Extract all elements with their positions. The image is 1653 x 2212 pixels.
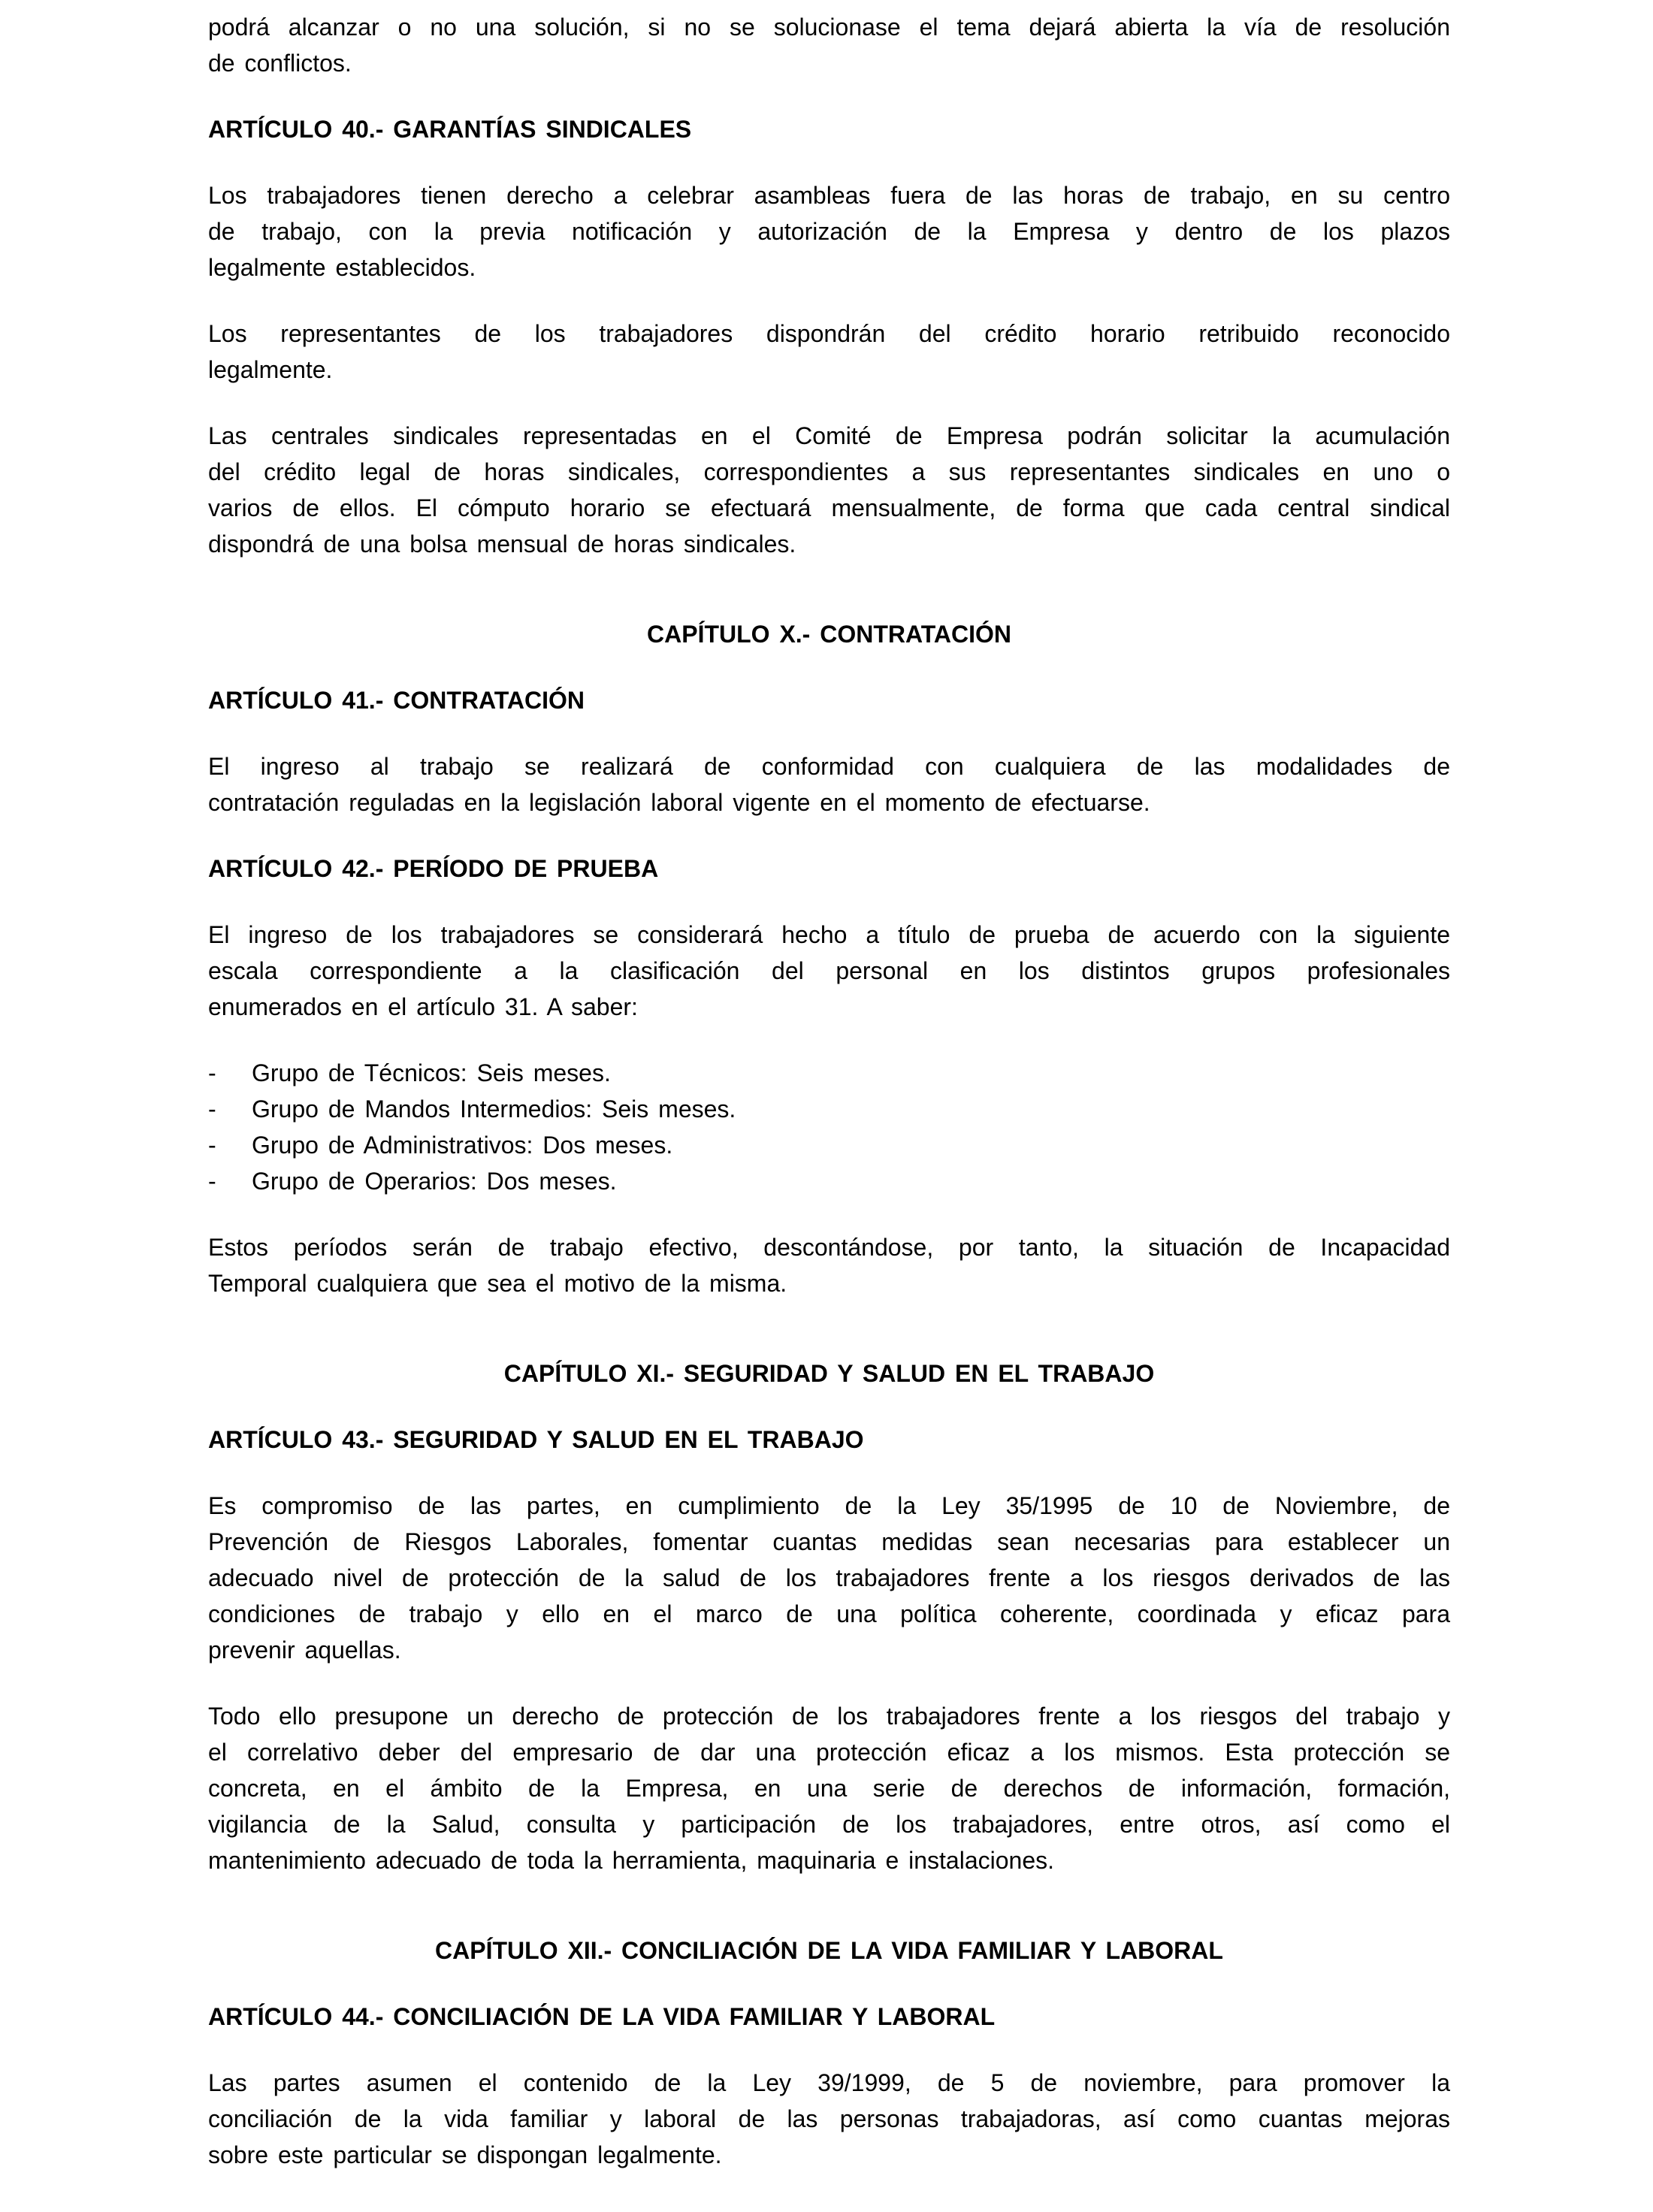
paragraph (208, 748, 1450, 820)
paragraph-line: condiciones de trabajo y ello en el marco de una política coherente, coordinada y eficaz para (208, 1600, 1450, 1627)
list-item-text: Grupo de Mandos Intermedios: Seis meses. (252, 1095, 736, 1123)
paragraph-line: vigilancia de la Salud, consulta y participación de los trabajadores, entre otros, así como el (208, 1811, 1450, 1838)
paragraph-line: legalmente establecidos. (208, 254, 476, 281)
list-item (208, 1163, 1450, 1199)
chapter-heading: CAPÍTULO XII.- CONCILIACIÓN DE LA VIDA FAMILIAR Y LABORAL (435, 1937, 1223, 1964)
article-heading: ARTÍCULO 44.- CONCILIACIÓN DE LA VIDA FAMILIAR Y LABORAL (208, 2003, 996, 2030)
article-heading: ARTÍCULO 42.- PERÍODO DE PRUEBA (208, 855, 659, 882)
paragraph (208, 418, 1450, 562)
paragraph-line: Los representantes de los trabajadores dispondrán del crédito horario retribuido reconocido (208, 320, 1450, 347)
paragraph-line: de conflictos. (208, 50, 352, 77)
paragraph-line: del crédito legal de horas sindicales, correspondientes a sus representantes sindicales en uno o (208, 458, 1450, 485)
paragraph-line: concreta, en el ámbito de la Empresa, en una serie de derechos de información, formación, (208, 1775, 1450, 1802)
paragraph-line: sobre este particular se dispongan legalmente. (208, 2141, 722, 2168)
paragraph-line: adecuado nivel de protección de la salud de los trabajadores frente a los riesgos derivados de las (208, 1564, 1450, 1591)
hyphen-bullet: - (208, 1059, 216, 1086)
paragraph-line: legalmente. (208, 356, 333, 383)
list-item-text: Grupo de Técnicos: Seis meses. (252, 1059, 611, 1086)
list-item (208, 1091, 1450, 1127)
paragraph-line: enumerados en el artículo 31. A saber: (208, 993, 638, 1020)
paragraph (208, 316, 1450, 388)
chapter-heading: CAPÍTULO X.- CONTRATACIÓN (647, 621, 1011, 648)
paragraph-line: Es compromiso de las partes, en cumplimiento de la Ley 35/1995 de 10 de Noviembre, de (208, 1492, 1450, 1519)
article-heading: ARTÍCULO 43.- SEGURIDAD Y SALUD EN EL TRABAJO (208, 1426, 864, 1453)
paragraph (208, 9, 1450, 81)
list-item-text: Grupo de Administrativos: Dos meses. (252, 1132, 673, 1159)
list-item (208, 1055, 1450, 1091)
paragraph-line: mantenimiento adecuado de toda la herramienta, maquinaria e instalaciones. (208, 1847, 1055, 1874)
paragraph-line: Las centrales sindicales representadas en el Comité de Empresa podrán solicitar la acumulación (208, 422, 1450, 449)
paragraph (208, 2065, 1450, 2173)
paragraph-line: conciliación de la vida familiar y laboral de las personas trabajadoras, así como cuantas mejoras (208, 2105, 1450, 2132)
paragraph-line: varios de ellos. El cómputo horario se efectuará mensualmente, de forma que cada central sindical (208, 494, 1450, 521)
paragraph (208, 1488, 1450, 1668)
paragraph-line: Todo ello presupone un derecho de protección de los trabajadores frente a los riesgos del trabajo y (208, 1703, 1450, 1730)
paragraph-line: podrá alcanzar o no una solución, si no se solucionase el tema dejará abierta la vía de resolución (208, 14, 1450, 41)
hyphen-bullet: - (208, 1168, 216, 1195)
paragraph-line: Las partes asumen el contenido de la Ley 39/1999, de 5 de noviembre, para promover la (208, 2069, 1450, 2096)
paragraph-line: El ingreso al trabajo se realizará de conformidad con cualquiera de las modalidades de (208, 753, 1450, 780)
article-heading: ARTÍCULO 40.- GARANTÍAS SINDICALES (208, 116, 692, 143)
paragraph-line: Estos períodos serán de trabajo efectivo, descontándose, por tanto, la situación de Incapacidad (208, 1234, 1450, 1261)
paragraph-line: prevenir aquellas. (208, 1636, 401, 1664)
list-item (208, 1127, 1450, 1163)
paragraph-line: El ingreso de los trabajadores se considerará hecho a título de prueba de acuerdo con la siguiente (208, 921, 1450, 948)
paragraph-line: dispondrá de una bolsa mensual de horas sindicales. (208, 530, 796, 558)
chapter-heading: CAPÍTULO XI.- SEGURIDAD Y SALUD EN EL TRABAJO (503, 1360, 1155, 1387)
paragraph-line: Temporal cualquiera que sea el motivo de la misma. (208, 1270, 787, 1297)
paragraph-line: Prevención de Riesgos Laborales, fomentar cuantas medidas sean necesarias para establecer un (208, 1528, 1450, 1555)
list-item-text: Grupo de Operarios: Dos meses. (252, 1168, 617, 1195)
paragraph-line: de trabajo, con la previa notificación y autorización de la Empresa y dentro de los plazos (208, 218, 1450, 245)
hyphen-bullet: - (208, 1132, 216, 1159)
article-heading: ARTÍCULO 41.- CONTRATACIÓN (208, 687, 585, 714)
paragraph-line: contratación reguladas en la legislación laboral vigente en el momento de efectuarse. (208, 789, 1150, 816)
paragraph-line: el correlativo deber del empresario de dar una protección eficaz a los mismos. Esta protección se (208, 1739, 1450, 1766)
bullet-list (208, 1055, 1450, 1199)
paragraph (208, 1698, 1450, 1878)
paragraph (208, 1229, 1450, 1301)
paragraph-line: Los trabajadores tienen derecho a celebrar asambleas fuera de las horas de trabajo, en su centro (208, 182, 1450, 209)
paragraph-line: escala correspondiente a la clasificación del personal en los distintos grupos profesionales (208, 957, 1450, 984)
hyphen-bullet: - (208, 1095, 216, 1123)
paragraph (208, 177, 1450, 286)
paragraph (208, 917, 1450, 1025)
